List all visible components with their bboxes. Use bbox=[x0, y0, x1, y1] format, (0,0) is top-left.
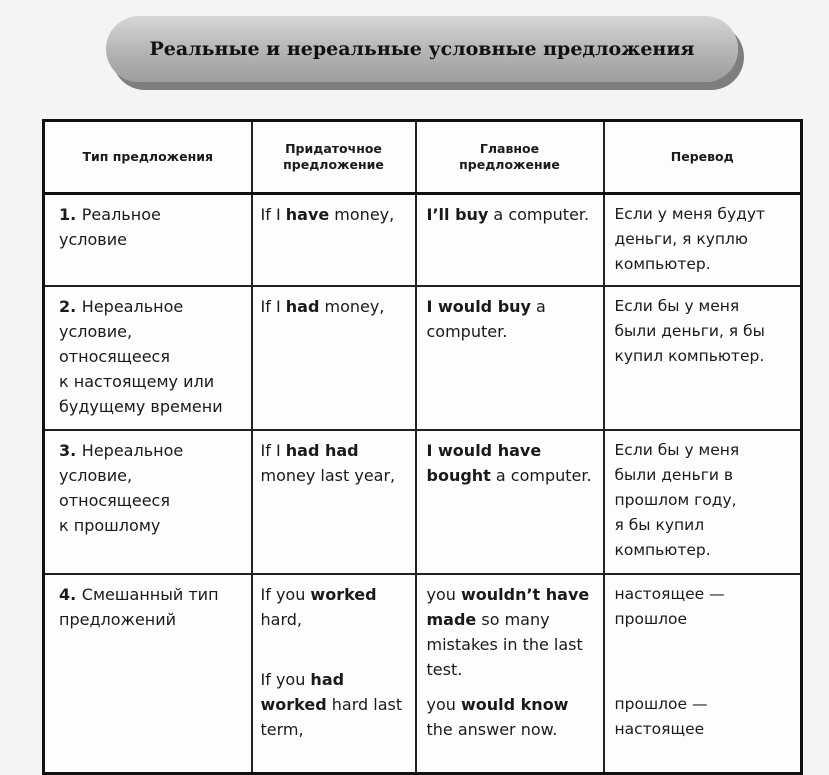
header-row bbox=[44, 121, 802, 194]
type-line: относящееся bbox=[59, 490, 170, 510]
cell-main bbox=[416, 194, 604, 286]
bold-fragment: I’ll buy bbox=[426, 205, 489, 224]
type-text: Смешанный тип bbox=[81, 584, 219, 604]
row-number: 2. bbox=[59, 296, 82, 316]
row-number: 3. bbox=[59, 440, 82, 460]
subordinate-clause bbox=[261, 294, 409, 319]
subordinate-clause bbox=[261, 667, 409, 742]
header-type: Тип предложения bbox=[44, 121, 252, 194]
cell-type bbox=[44, 286, 252, 430]
subordinate-clause bbox=[261, 438, 409, 488]
text-fragment: money last year, bbox=[260, 465, 396, 485]
translation-line: настоящее bbox=[614, 719, 705, 738]
cell-subordinate bbox=[252, 430, 416, 574]
translation-line: купил компьютер. bbox=[614, 346, 765, 365]
type-line: условие, bbox=[59, 321, 133, 341]
translation-line: деньги, я куплю bbox=[614, 230, 748, 248]
row-number: 1. bbox=[59, 205, 82, 224]
type-text: Реальное bbox=[81, 205, 161, 224]
text-fragment: a computer. bbox=[490, 465, 592, 485]
translation-line: настоящее — bbox=[614, 584, 725, 603]
cell-type bbox=[44, 194, 252, 286]
type-line: условие, bbox=[59, 465, 133, 485]
type-line: предложений bbox=[59, 609, 177, 629]
header-main: Главное предложение bbox=[416, 121, 604, 194]
header-translation: Перевод bbox=[604, 121, 802, 194]
bold-fragment: I would buy bbox=[426, 296, 531, 316]
cell-type bbox=[44, 430, 252, 574]
translation-line: прошлом году, bbox=[614, 490, 737, 509]
table-row bbox=[44, 430, 802, 574]
text-fragment: you bbox=[426, 584, 461, 604]
translation-line: были деньги, я бы bbox=[614, 321, 765, 340]
text-fragment: hard last term, bbox=[260, 694, 403, 739]
bold-fragment: worked bbox=[310, 584, 377, 604]
bold-fragment: had bbox=[285, 296, 320, 316]
type-text: Нереальное bbox=[81, 296, 184, 316]
cell-subordinate bbox=[252, 574, 416, 774]
text-fragment: the answer now. bbox=[426, 719, 558, 739]
cell-subordinate bbox=[252, 194, 416, 286]
text-fragment: money, bbox=[319, 296, 385, 316]
text-fragment: If you bbox=[260, 669, 311, 689]
subordinate-clause bbox=[261, 582, 409, 632]
type-line: условие bbox=[59, 230, 127, 249]
cell-main bbox=[416, 286, 604, 430]
cell-main bbox=[416, 430, 604, 574]
main-clause bbox=[427, 202, 597, 227]
translation-line: компьютер. bbox=[614, 540, 711, 559]
main-clause bbox=[427, 582, 597, 682]
text-fragment: a computer. bbox=[488, 205, 590, 224]
type-line: к прошлому bbox=[59, 515, 161, 535]
text-fragment: If I bbox=[260, 296, 286, 316]
type-text: Нереальное bbox=[81, 440, 184, 460]
cell-translation bbox=[604, 430, 802, 574]
cell-translation bbox=[604, 574, 802, 774]
bold-fragment: had had bbox=[285, 440, 359, 460]
translation-line: я бы купил bbox=[614, 515, 705, 534]
spacer bbox=[261, 632, 409, 667]
type-line: будущему времени bbox=[59, 396, 223, 416]
text-fragment: money, bbox=[329, 205, 395, 224]
translation-line: были деньги в bbox=[614, 465, 734, 484]
bold-fragment: wouldn’t have made bbox=[426, 584, 590, 629]
text-fragment: If I bbox=[260, 205, 286, 224]
main-clause bbox=[427, 692, 597, 742]
main-clause bbox=[427, 438, 597, 488]
page-title: Реальные и нереальные условные предложения bbox=[149, 38, 695, 60]
table-row bbox=[44, 574, 802, 774]
bold-fragment: have bbox=[285, 205, 330, 224]
header-subordinate: Придаточное предложение bbox=[252, 121, 416, 194]
table-row bbox=[44, 194, 802, 286]
conditionals-table bbox=[42, 119, 803, 775]
text-fragment: a computer. bbox=[426, 296, 546, 341]
spacer bbox=[615, 632, 795, 692]
cell-main bbox=[416, 574, 604, 774]
cell-subordinate bbox=[252, 286, 416, 430]
cell-translation bbox=[604, 286, 802, 430]
translation-line: Если у меня будут bbox=[614, 205, 766, 223]
type-line: относящееся bbox=[59, 346, 170, 366]
translation-line: компьютер. bbox=[614, 255, 711, 273]
subordinate-clause bbox=[261, 202, 409, 227]
translation-line: Если бы у меня bbox=[614, 440, 740, 459]
text-fragment: hard, bbox=[260, 609, 302, 629]
title-banner bbox=[106, 16, 738, 82]
text-fragment: If you bbox=[260, 584, 311, 604]
bold-fragment: had worked bbox=[260, 669, 345, 714]
translation-line: прошлое bbox=[614, 609, 688, 628]
bold-fragment: would know bbox=[460, 694, 569, 714]
table-row bbox=[44, 286, 802, 430]
text-fragment: so many mistakes in the last test. bbox=[426, 609, 583, 679]
text-fragment: If I bbox=[260, 440, 286, 460]
type-line bbox=[59, 582, 245, 607]
type-line: к настоящему или bbox=[59, 371, 215, 391]
type-line bbox=[59, 294, 245, 319]
type-line bbox=[59, 202, 245, 227]
translation-line: прошлое — bbox=[614, 694, 708, 713]
translation-line: Если бы у меня bbox=[614, 296, 740, 315]
row-number: 4. bbox=[59, 584, 82, 604]
text-fragment: you bbox=[426, 694, 461, 714]
cell-type bbox=[44, 574, 252, 774]
cell-translation bbox=[604, 194, 802, 286]
spacer bbox=[427, 682, 597, 692]
bold-fragment: I would have bought bbox=[426, 440, 542, 485]
main-clause bbox=[427, 294, 597, 344]
type-line bbox=[59, 438, 245, 463]
